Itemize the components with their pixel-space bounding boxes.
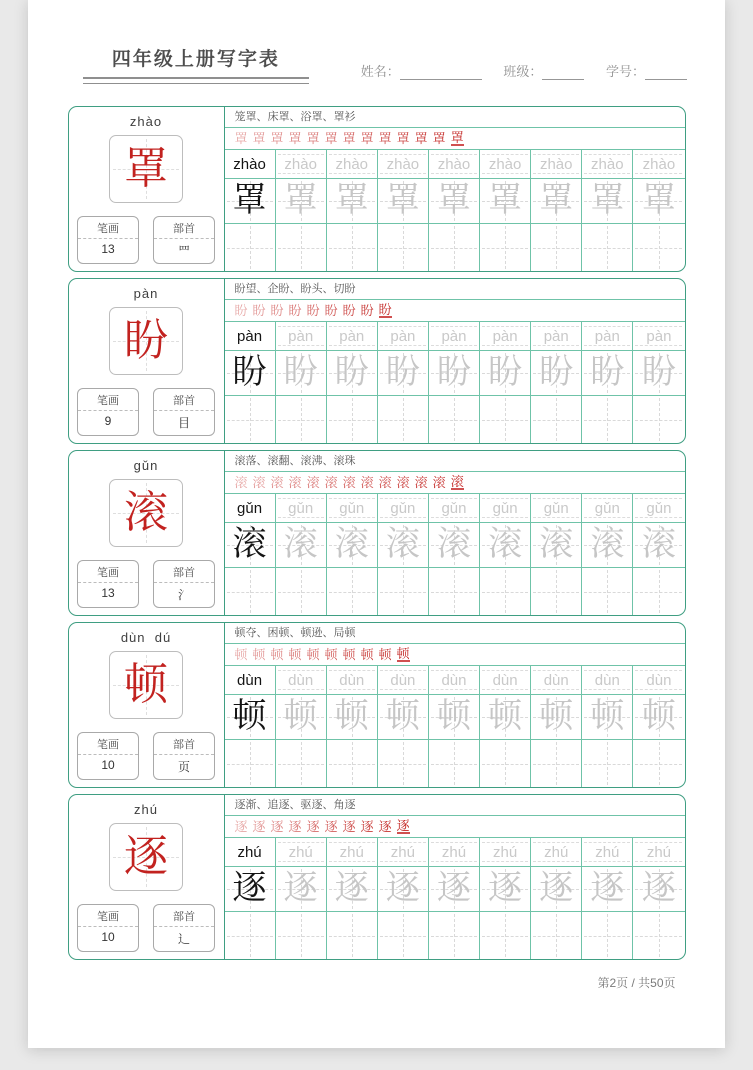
worksheet-page [28, 0, 725, 1048]
stroke-order-glyph: 顿 [324, 647, 338, 662]
radical-box [153, 216, 215, 264]
pinyin-practice-cell: zhú [480, 838, 531, 866]
character-info-panel [69, 623, 225, 787]
empty-practice-row [225, 396, 685, 443]
pinyin-practice-cell: gǔn [480, 494, 531, 522]
practice-panel [225, 451, 685, 615]
practice-panel [225, 623, 685, 787]
stroke-order-glyph: 盼 [324, 303, 338, 318]
main-character-box [109, 307, 183, 375]
pinyin-practice-row [225, 666, 685, 695]
empty-practice-cell [225, 740, 276, 787]
stroke-order-glyph: 罩 [252, 131, 266, 146]
empty-practice-cell [480, 568, 531, 615]
pinyin-label: zhú [134, 802, 158, 817]
pinyin-practice-cell: zhú [633, 838, 684, 866]
empty-practice-cell [633, 568, 684, 615]
character-practice-cell: 罩 [429, 179, 480, 223]
pinyin-practice-cell: zhú [225, 838, 276, 866]
pinyin-practice-cell: gǔn [633, 494, 684, 522]
character-practice-cell: 滚 [378, 523, 429, 567]
stroke-order-glyph: 盼 [342, 303, 356, 318]
radical-value: 页 [177, 760, 190, 774]
pinyin-practice-cell: dùn [480, 666, 531, 694]
stroke-order-glyph: 逐 [324, 819, 338, 834]
pinyin-practice-cell: dùn [531, 666, 582, 694]
stroke-count-value: 10 [101, 758, 115, 772]
pinyin-practice-cell: zhú [276, 838, 327, 866]
empty-practice-cell [480, 396, 531, 443]
empty-practice-row [225, 740, 685, 787]
character-info-panel [69, 279, 225, 443]
character-practice-cell: 滚 [480, 523, 531, 567]
meta-boxes [77, 388, 215, 436]
empty-practice-row [225, 224, 685, 271]
radical-box [153, 904, 215, 952]
stroke-order-glyph: 滚 [432, 475, 446, 490]
stroke-order-glyph: 滚 [342, 475, 356, 490]
stroke-order-glyph: 滚 [414, 475, 428, 490]
empty-practice-cell [225, 224, 276, 271]
footer [68, 974, 686, 991]
character-practice-cell: 滚 [225, 523, 276, 567]
student-id-label: 学号： [605, 64, 645, 79]
pinyin-practice-cell: zhú [378, 838, 429, 866]
pinyin-practice-cell: dùn [225, 666, 276, 694]
pinyin-label: pàn [133, 286, 159, 301]
pinyin-label: dùn dú [120, 630, 172, 645]
character-block [68, 106, 686, 272]
stroke-order-glyph: 滚 [306, 475, 320, 490]
stroke-count-label: 笔画 [78, 733, 138, 755]
character-practice-cell: 盼 [480, 351, 531, 395]
pinyin-practice-cell: gǔn [276, 494, 327, 522]
empty-practice-cell [327, 740, 378, 787]
pinyin-practice-cell: zhú [327, 838, 378, 866]
empty-practice-cell [276, 912, 327, 959]
pinyin-practice-row [225, 838, 685, 867]
stroke-count-box [77, 560, 139, 608]
stroke-order-glyph: 逐 [342, 819, 356, 834]
pinyin-practice-cell: pàn [225, 322, 276, 350]
pinyin-practice-cell: zhào [531, 150, 582, 178]
stroke-order-glyph: 滚 [288, 475, 302, 490]
character-practice-cell: 盼 [531, 351, 582, 395]
pinyin-practice-cell: zhú [531, 838, 582, 866]
character-practice-cell: 罩 [531, 179, 582, 223]
stroke-order-glyph: 滚 [324, 475, 338, 490]
class-label: 班级： [503, 64, 543, 79]
character-practice-row [225, 867, 685, 912]
pinyin-practice-cell: dùn [633, 666, 684, 694]
pinyin-practice-cell: gǔn [225, 494, 276, 522]
empty-practice-cell [531, 396, 582, 443]
stroke-order-glyph: 罩 [234, 131, 248, 146]
empty-practice-cell [633, 396, 684, 443]
student-fields [361, 61, 705, 84]
practice-panel [225, 279, 685, 443]
character-practice-cell: 盼 [225, 351, 276, 395]
radical-value: 辶 [177, 932, 190, 946]
stroke-order-glyph: 盼 [288, 303, 302, 318]
character-info-panel [69, 107, 225, 271]
empty-practice-cell [225, 568, 276, 615]
character-block [68, 794, 686, 960]
stroke-count-label: 笔画 [78, 561, 138, 583]
character-practice-cell: 罩 [378, 179, 429, 223]
character-practice-cell: 盼 [429, 351, 480, 395]
stroke-order-glyph: 滚 [360, 475, 374, 490]
stroke-order-glyph: 逐 [252, 819, 266, 834]
character-practice-cell: 顿 [327, 695, 378, 739]
empty-practice-cell [480, 912, 531, 959]
stroke-order-glyph: 滚 [234, 475, 248, 490]
empty-practice-cell [429, 912, 480, 959]
main-character-box [109, 135, 183, 203]
character-practice-cell: 逐 [633, 867, 684, 911]
header [28, 0, 725, 84]
stroke-order-glyph: 盼 [234, 303, 248, 318]
pinyin-practice-cell: pàn [531, 322, 582, 350]
character-practice-cell: 顿 [225, 695, 276, 739]
stroke-order-glyph: 罩 [324, 131, 338, 146]
stroke-order-row [225, 472, 685, 494]
practice-panel [225, 107, 685, 271]
meta-boxes [77, 904, 215, 952]
empty-practice-cell [429, 396, 480, 443]
stroke-order-glyph: 罩 [378, 131, 392, 146]
stroke-count-label: 笔画 [78, 217, 138, 239]
character-practice-cell: 罩 [633, 179, 684, 223]
empty-practice-cell [276, 740, 327, 787]
example-words: 逐渐、追逐、驱逐、角逐 [225, 795, 685, 816]
stroke-count-box [77, 388, 139, 436]
pinyin-practice-cell: zhào [582, 150, 633, 178]
radical-value: 罒 [177, 244, 190, 258]
name-label: 姓名： [360, 64, 400, 79]
main-character: 盼 [124, 316, 168, 365]
empty-practice-cell [378, 568, 429, 615]
character-practice-cell: 盼 [378, 351, 429, 395]
name-blank-line [400, 66, 482, 80]
empty-practice-cell [378, 396, 429, 443]
character-practice-cell: 逐 [378, 867, 429, 911]
character-practice-cell: 顿 [429, 695, 480, 739]
empty-practice-cell [633, 740, 684, 787]
stroke-order-glyph: 盼 [360, 303, 374, 318]
class-blank-line [542, 66, 584, 80]
empty-practice-cell [378, 224, 429, 271]
stroke-order-glyph: 滚 [270, 475, 284, 490]
pinyin-practice-cell: pàn [633, 322, 684, 350]
pinyin-practice-cell: zhào [327, 150, 378, 178]
stroke-order-glyph: 盼 [306, 303, 320, 318]
pinyin-practice-row [225, 150, 685, 179]
character-info-panel [69, 451, 225, 615]
empty-practice-cell [531, 568, 582, 615]
stroke-order-glyph: 逐 [306, 819, 320, 834]
student-id-field [606, 64, 687, 79]
stroke-order-glyph: 滚 [450, 474, 464, 489]
stroke-count-box [77, 216, 139, 264]
character-block [68, 450, 686, 616]
pinyin-practice-cell: dùn [582, 666, 633, 694]
empty-practice-cell [378, 740, 429, 787]
character-practice-cell: 盼 [633, 351, 684, 395]
empty-practice-cell [531, 912, 582, 959]
pinyin-practice-cell: gǔn [429, 494, 480, 522]
main-character-box [109, 651, 183, 719]
empty-practice-cell [276, 568, 327, 615]
stroke-order-glyph: 逐 [360, 819, 374, 834]
stroke-order-glyph: 罩 [432, 131, 446, 146]
stroke-count-value: 13 [101, 242, 115, 256]
character-practice-cell: 滚 [327, 523, 378, 567]
radical-box [153, 732, 215, 780]
pinyin-practice-cell: gǔn [582, 494, 633, 522]
pinyin-practice-cell: zhào [429, 150, 480, 178]
character-practice-cell: 盼 [276, 351, 327, 395]
meta-boxes [77, 216, 215, 264]
stroke-order-glyph: 罩 [450, 130, 464, 145]
radical-box [153, 560, 215, 608]
pinyin-practice-row [225, 322, 685, 351]
pinyin-practice-cell: pàn [276, 322, 327, 350]
empty-practice-cell [327, 912, 378, 959]
empty-practice-cell [531, 740, 582, 787]
character-practice-row [225, 179, 685, 224]
empty-practice-cell [327, 396, 378, 443]
pinyin-practice-cell: zhú [582, 838, 633, 866]
stroke-count-value: 13 [101, 586, 115, 600]
pinyin-practice-cell: zhào [276, 150, 327, 178]
stroke-count-box [77, 904, 139, 952]
radical-label: 部首 [154, 389, 214, 411]
practice-panel [225, 795, 685, 959]
radical-label: 部首 [154, 733, 214, 755]
character-practice-cell: 盼 [582, 351, 633, 395]
empty-practice-cell [582, 568, 633, 615]
main-character: 逐 [124, 832, 168, 881]
character-practice-cell: 滚 [531, 523, 582, 567]
empty-practice-cell [531, 224, 582, 271]
empty-practice-cell [633, 912, 684, 959]
character-practice-row [225, 351, 685, 396]
empty-practice-cell [276, 396, 327, 443]
stroke-order-glyph: 滚 [396, 475, 410, 490]
stroke-order-glyph: 逐 [270, 819, 284, 834]
stroke-order-glyph: 顿 [252, 647, 266, 662]
character-info-panel [69, 795, 225, 959]
meta-boxes [77, 732, 215, 780]
stroke-order-glyph: 盼 [378, 302, 392, 317]
example-words: 盼望、企盼、盼头、切盼 [225, 279, 685, 300]
main-character: 顿 [124, 660, 168, 709]
stroke-order-glyph: 逐 [288, 819, 302, 834]
pinyin-practice-cell: pàn [480, 322, 531, 350]
radical-label: 部首 [154, 905, 214, 927]
empty-practice-cell [327, 568, 378, 615]
pinyin-practice-cell: pàn [327, 322, 378, 350]
character-practice-cell: 逐 [225, 867, 276, 911]
character-practice-cell: 顿 [276, 695, 327, 739]
radical-label: 部首 [154, 561, 214, 583]
class-field [503, 64, 584, 79]
stroke-order-row [225, 128, 685, 150]
title-wrap [83, 44, 309, 84]
stroke-count-label: 笔画 [78, 905, 138, 927]
empty-practice-cell [225, 396, 276, 443]
pinyin-practice-cell: pàn [378, 322, 429, 350]
main-character-box [109, 823, 183, 891]
stroke-order-glyph: 罩 [360, 131, 374, 146]
stroke-order-glyph: 罩 [270, 131, 284, 146]
pinyin-practice-cell: gǔn [327, 494, 378, 522]
character-practice-cell: 滚 [276, 523, 327, 567]
stroke-order-glyph: 顿 [270, 647, 284, 662]
empty-practice-cell [480, 224, 531, 271]
pinyin-practice-cell: zhú [429, 838, 480, 866]
stroke-count-value: 10 [101, 930, 115, 944]
stroke-order-glyph: 顿 [306, 647, 320, 662]
stroke-order-glyph: 顿 [396, 646, 410, 661]
example-words: 滚落、滚翻、滚沸、滚珠 [225, 451, 685, 472]
pinyin-practice-cell: zhào [480, 150, 531, 178]
empty-practice-cell [429, 224, 480, 271]
stroke-order-glyph: 顿 [342, 647, 356, 662]
main-character: 滚 [124, 488, 168, 537]
radical-value: 目 [177, 416, 190, 430]
radical-value: 氵 [177, 588, 190, 602]
empty-practice-cell [582, 912, 633, 959]
character-practice-cell: 顿 [378, 695, 429, 739]
empty-practice-cell [582, 740, 633, 787]
character-practice-cell: 逐 [582, 867, 633, 911]
stroke-order-glyph: 逐 [234, 819, 248, 834]
stroke-order-glyph: 盼 [252, 303, 266, 318]
stroke-order-glyph: 盼 [270, 303, 284, 318]
character-practice-cell: 逐 [276, 867, 327, 911]
stroke-order-glyph: 逐 [396, 818, 410, 833]
pinyin-practice-cell: pàn [582, 322, 633, 350]
stroke-count-box [77, 732, 139, 780]
character-practice-cell: 逐 [429, 867, 480, 911]
empty-practice-cell [378, 912, 429, 959]
character-practice-cell: 逐 [531, 867, 582, 911]
empty-practice-cell [582, 224, 633, 271]
radical-box [153, 388, 215, 436]
character-practice-cell: 滚 [633, 523, 684, 567]
pinyin-label: gǔn [133, 458, 159, 473]
example-words: 顿夺、困顿、顿逊、局顿 [225, 623, 685, 644]
example-words: 笼罩、床罩、浴罩、罩衫 [225, 107, 685, 128]
empty-practice-cell [429, 568, 480, 615]
empty-practice-cell [480, 740, 531, 787]
character-practice-cell: 罩 [276, 179, 327, 223]
character-practice-cell: 滚 [582, 523, 633, 567]
blocks-container [68, 106, 686, 960]
pinyin-practice-cell: zhào [378, 150, 429, 178]
character-practice-cell: 罩 [582, 179, 633, 223]
main-character-box [109, 479, 183, 547]
stroke-order-glyph: 顿 [360, 647, 374, 662]
stroke-order-glyph: 滚 [378, 475, 392, 490]
stroke-order-glyph: 顿 [288, 647, 302, 662]
empty-practice-cell [633, 224, 684, 271]
empty-practice-cell [582, 396, 633, 443]
empty-practice-cell [429, 740, 480, 787]
character-block [68, 278, 686, 444]
stroke-order-glyph: 罩 [306, 131, 320, 146]
stroke-order-row [225, 644, 685, 666]
pinyin-practice-cell: dùn [429, 666, 480, 694]
stroke-order-row [225, 300, 685, 322]
character-practice-row [225, 523, 685, 568]
pinyin-practice-row [225, 494, 685, 523]
character-practice-cell: 顿 [531, 695, 582, 739]
empty-practice-cell [327, 224, 378, 271]
empty-practice-cell [276, 224, 327, 271]
character-practice-row [225, 695, 685, 740]
empty-practice-row [225, 568, 685, 615]
stroke-order-glyph: 罩 [396, 131, 410, 146]
pinyin-practice-cell: pàn [429, 322, 480, 350]
empty-practice-row [225, 912, 685, 959]
pinyin-practice-cell: gǔn [378, 494, 429, 522]
character-practice-cell: 逐 [327, 867, 378, 911]
student-id-blank-line [645, 66, 687, 80]
empty-practice-cell [225, 912, 276, 959]
page-number: 第2页 / 共50页 [597, 976, 676, 990]
pinyin-practice-cell: dùn [276, 666, 327, 694]
stroke-count-value: 9 [104, 414, 112, 428]
stroke-order-glyph: 罩 [342, 131, 356, 146]
pinyin-practice-cell: gǔn [531, 494, 582, 522]
character-practice-cell: 罩 [480, 179, 531, 223]
pinyin-label: zhào [129, 114, 163, 129]
character-practice-cell: 滚 [429, 523, 480, 567]
pinyin-practice-cell: zhào [633, 150, 684, 178]
character-practice-cell: 罩 [327, 179, 378, 223]
character-practice-cell: 盼 [327, 351, 378, 395]
stroke-order-glyph: 滚 [252, 475, 266, 490]
stroke-order-glyph: 罩 [414, 131, 428, 146]
character-block [68, 622, 686, 788]
stroke-count-label: 笔画 [78, 389, 138, 411]
stroke-order-glyph: 罩 [288, 131, 302, 146]
stroke-order-row [225, 816, 685, 838]
character-practice-cell: 顿 [582, 695, 633, 739]
stroke-order-glyph: 顿 [234, 647, 248, 662]
stroke-order-glyph: 逐 [378, 819, 392, 834]
character-practice-cell: 罩 [225, 179, 276, 223]
name-field [361, 64, 482, 79]
page-title: 四年级上册写字表 [111, 49, 280, 70]
radical-label: 部首 [154, 217, 214, 239]
character-practice-cell: 顿 [480, 695, 531, 739]
character-practice-cell: 顿 [633, 695, 684, 739]
pinyin-practice-cell: dùn [327, 666, 378, 694]
stroke-order-glyph: 顿 [378, 647, 392, 662]
main-character: 罩 [124, 144, 168, 193]
meta-boxes [77, 560, 215, 608]
pinyin-practice-cell: zhào [225, 150, 276, 178]
title-underline [83, 77, 309, 84]
pinyin-practice-cell: dùn [378, 666, 429, 694]
character-practice-cell: 逐 [480, 867, 531, 911]
